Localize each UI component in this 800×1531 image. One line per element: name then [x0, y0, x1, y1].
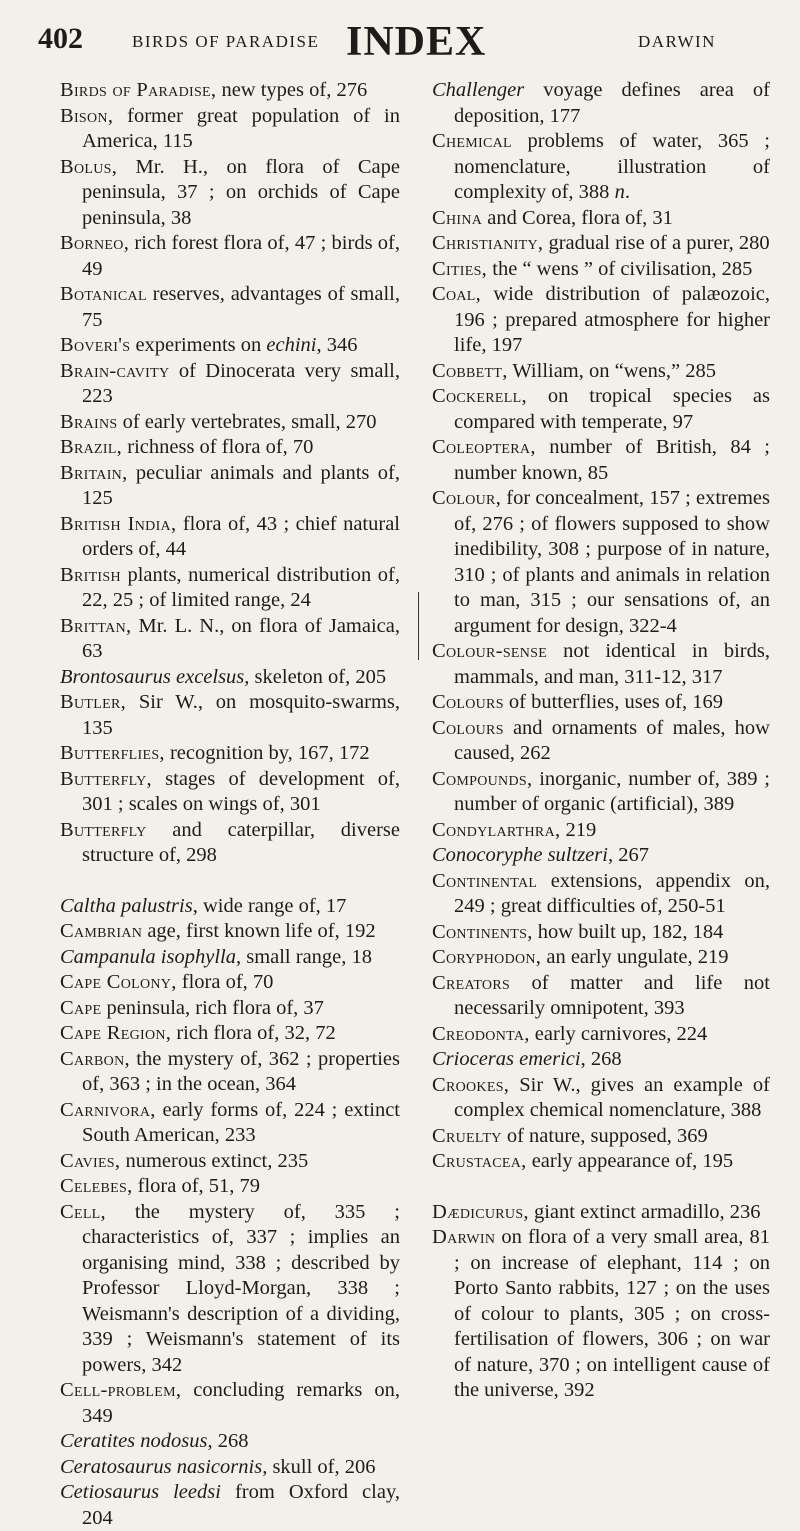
entry-text: peninsula, rich flora of, 37 — [101, 996, 324, 1019]
page-title: INDEX — [346, 19, 487, 65]
entry-text: from Oxford clay, 204 — [82, 1481, 400, 1529]
index-entry — [432, 78, 770, 129]
entry-text: , wide range of, 17 — [192, 894, 347, 917]
entry-heading: Birds of Paradise, — [60, 79, 217, 101]
entry-text: William, on “wens,” 285 — [507, 359, 716, 382]
entry-text: early carnivores, 224 — [529, 1022, 708, 1045]
entry-text: numerous extinct, 235 — [120, 1149, 309, 1172]
entry-heading: Crustacea, — [432, 1150, 527, 1172]
entry-text: the “ wens ” of civilisation, 285 — [487, 257, 753, 280]
index-entry — [60, 512, 400, 563]
index-entry — [60, 945, 400, 971]
entry-text: the mystery of, 335 ; characteristics of, 337 ; implies an organising mind, 338 ; described by Professor Lloyd-Morgan, 338 ; Weismann's description of a dividing, 339 ; Weismann's statement of its powers, 342 — [82, 1200, 400, 1376]
index-entry — [60, 690, 400, 741]
entry-text: former great population of in America, 115 — [82, 104, 400, 152]
entry-heading: Butterfly — [60, 818, 147, 841]
index-entry — [60, 919, 400, 945]
index-column-right — [432, 78, 770, 1404]
entry-text: early forms of, 224 ; extinct South American, 233 — [82, 1098, 400, 1146]
entry-text: wide distribution of palæozoic, 196 ; prepared atmosphere for higher life, 197 — [454, 283, 770, 356]
entry-heading: Brittan, — [60, 614, 132, 637]
entry-italic-heading: Ceratites nodosus — [60, 1430, 208, 1452]
entry-heading: Colour, — [432, 487, 502, 509]
entry-text: on flora of a very small area, 81 ; on increase of elephant, 114 ; on Porto Santo rabbits, 127 ; on the uses of colour to plants, 305 ; on cross-fertilisation of flowers, 306 ; on war of nature, 370 ; on intelligent cause of the universe, 392 — [454, 1226, 770, 1401]
entry-heading: Carbon, — [60, 1047, 130, 1070]
index-entry — [60, 1378, 400, 1429]
entry-text: new types of, 276 — [216, 79, 368, 101]
entry-heading: Carnivora, — [60, 1098, 156, 1121]
entry-text: and caterpillar, diverse structure of, 298 — [82, 818, 400, 866]
entry-text: peculiar animals and plants of, 125 — [82, 461, 400, 509]
entry-text: not identical in birds, mammals, and man, 311-12, 317 — [454, 640, 770, 688]
entry-text: recognition by, 167, 172 — [164, 742, 370, 764]
entry-heading: Colours — [432, 691, 504, 713]
entry-text: how built up, 182, 184 — [532, 920, 724, 943]
entry-heading: Cape — [60, 996, 102, 1019]
entry-heading: Cape Colony, — [60, 971, 177, 993]
index-entry — [60, 818, 400, 869]
entry-text: of butterflies, uses of, 169 — [503, 691, 723, 713]
entry-text: early appearance of, 195 — [526, 1150, 734, 1172]
index-entry — [432, 1022, 770, 1048]
index-entry — [60, 78, 400, 104]
entry-text: , small range, 18 — [235, 945, 373, 968]
entry-heading: Butterflies, — [60, 742, 165, 764]
index-entry — [60, 359, 400, 410]
index-entry — [60, 1455, 400, 1481]
entry-italic: n — [614, 181, 625, 203]
entry-text: , 267 — [607, 844, 649, 866]
index-entry — [432, 435, 770, 486]
running-head-left: BIRDS OF PARADISE — [132, 32, 320, 51]
entry-heading: Britain, — [60, 461, 128, 484]
entry-heading: Condylarthra, — [432, 818, 561, 841]
entry-text: an early ungulate, 219 — [541, 946, 729, 968]
entry-heading: Butler, — [60, 691, 127, 713]
index-entry — [60, 1480, 400, 1531]
entry-text: problems of water, 365 ; nomenclature, illustration of complexity of, 388 — [454, 130, 770, 203]
index-entry — [432, 384, 770, 435]
entry-heading: Botanical — [60, 283, 147, 305]
index-entry — [432, 1073, 770, 1124]
index-entry — [432, 1225, 770, 1404]
entry-italic-heading: Caltha palustris — [60, 894, 193, 917]
entry-heading: British India, — [60, 512, 177, 535]
entry-text: voyage defines area of deposition, 177 — [454, 79, 770, 127]
entry-text: on tropical species as compared with temperate, 97 — [454, 385, 770, 433]
entry-text: Sir W., gives an example of complex chemical nomenclature, 388 — [454, 1073, 770, 1121]
entry-heading: China — [432, 206, 483, 229]
entry-text: , skeleton of, 205 — [244, 665, 387, 688]
index-entry — [60, 1200, 400, 1379]
entry-text: and ornaments of males, how caused, 262 — [454, 716, 770, 764]
letter-section-gap — [60, 869, 400, 894]
entry-italic-heading: Crioceras emerici — [432, 1048, 581, 1070]
index-entry — [432, 129, 770, 206]
index-entry — [60, 741, 400, 767]
entry-heading: Cruelty — [432, 1124, 502, 1147]
entry-italic-heading: Challenger — [432, 79, 525, 101]
index-entry — [432, 818, 770, 844]
index-entry — [432, 639, 770, 690]
index-entry — [60, 461, 400, 512]
index-entry — [432, 206, 770, 232]
entry-text: for concealment, 157 ; extremes of, 276 ; of flowers supposed to show inedibility, 308 ; purpose of in nature, 310 ; of plants and animals in relation to man, 315 ; our sensations of, an argument for design, 322-4 — [454, 487, 770, 637]
entry-heading: Cambrian — [60, 920, 143, 942]
entry-italic-heading: Cetiosaurus leedsi — [60, 1481, 221, 1503]
entry-heading: Creators — [432, 971, 511, 994]
index-entry — [432, 716, 770, 767]
index-entry — [60, 1021, 400, 1047]
entry-italic-heading: Campanula isophylla — [60, 945, 236, 968]
entry-text: extensions, appendix on, 249 ; great difficulties of, 250-51 — [454, 869, 770, 917]
entry-text: of early vertebrates, small, 270 — [117, 410, 377, 433]
index-entry — [60, 155, 400, 232]
index-entry — [432, 359, 770, 385]
index-entry — [60, 563, 400, 614]
index-entry — [432, 231, 770, 257]
entry-text: flora of, 51, 79 — [132, 1175, 261, 1197]
index-entry — [60, 1047, 400, 1098]
entry-text: richness of flora of, 70 — [122, 436, 314, 458]
index-entry — [432, 1124, 770, 1150]
running-head-right: DARWIN — [638, 32, 716, 51]
index-entry — [60, 1098, 400, 1149]
entry-heading: Boveri's — [60, 334, 131, 356]
entry-heading: Cockerell, — [432, 385, 527, 407]
index-entry — [60, 614, 400, 665]
entry-heading: Brain-cavity — [60, 359, 170, 382]
index-entry — [60, 282, 400, 333]
entry-heading: Cobbett, — [432, 359, 508, 382]
entry-heading: Cities, — [432, 257, 488, 280]
entry-text: of nature, supposed, 369 — [501, 1124, 708, 1147]
entry-text: age, first known life of, 192 — [142, 920, 376, 942]
entry-text: flora of, 70 — [176, 971, 274, 993]
index-entry — [432, 1200, 770, 1226]
index-entry — [432, 690, 770, 716]
entry-heading: Colours — [432, 716, 504, 739]
index-entry — [60, 410, 400, 436]
entry-heading: Coleoptera, — [432, 436, 536, 458]
entry-heading: Cell-problem, — [60, 1379, 182, 1401]
entry-tail: . — [624, 181, 630, 203]
entry-text: , 268 — [580, 1048, 622, 1070]
entry-text: the mystery of, 362 ; properties of, 363 ; in the ocean, 364 — [82, 1047, 400, 1095]
entry-heading: Bolus, — [60, 155, 118, 178]
index-entry — [60, 767, 400, 818]
letter-section-gap — [432, 1175, 770, 1200]
index-entry — [432, 282, 770, 359]
entry-text: of matter and life not necessarily omnipotent, 393 — [454, 971, 770, 1019]
entry-heading: Coryphodon, — [432, 946, 542, 968]
index-entry — [60, 435, 400, 461]
index-entry — [432, 920, 770, 946]
entry-text: giant extinct armadillo, 236 — [528, 1200, 761, 1223]
entry-heading: Creodonta, — [432, 1022, 530, 1045]
index-column-left — [60, 78, 400, 1531]
entry-text: flora of, 43 ; chief natural orders of, 44 — [82, 512, 400, 560]
index-entry — [60, 104, 400, 155]
entry-heading: Celebes, — [60, 1175, 133, 1197]
index-entry — [60, 894, 400, 920]
index-entry — [432, 843, 770, 869]
entry-heading: Chemical — [432, 130, 512, 152]
index-entry — [432, 945, 770, 971]
index-entry — [60, 333, 400, 359]
index-entry — [432, 1149, 770, 1175]
index-entry — [432, 971, 770, 1022]
index-entry — [60, 231, 400, 282]
index-entry — [432, 869, 770, 920]
entry-heading: Christianity, — [432, 232, 544, 254]
index-entry — [60, 996, 400, 1022]
entry-text: , skull of, 206 — [262, 1455, 376, 1478]
entry-text: inorganic, number of, 389 ; number of organic (artificial), 389 — [454, 767, 770, 815]
index-entry — [60, 1149, 400, 1175]
index-entry — [60, 970, 400, 996]
entry-text: Sir W., on mosquito-swarms, 135 — [82, 691, 400, 739]
entry-heading: Continents, — [432, 920, 533, 943]
entry-text: Mr. H., on flora of Cape peninsula, 37 ; on orchids of Cape peninsula, 38 — [82, 155, 400, 229]
entry-heading: Cape Region, — [60, 1022, 172, 1044]
entry-italic-heading: Conocoryphe sultzeri — [432, 844, 608, 866]
entry-heading: Brains — [60, 410, 118, 433]
entry-heading: Colour-sense — [432, 640, 548, 662]
entry-text: and Corea, flora of, 31 — [482, 206, 673, 229]
entry-heading: Borneo, — [60, 232, 130, 254]
entry-text: number of British, 84 ; number known, 85 — [454, 436, 770, 484]
entry-text: plants, numerical distribution of, 22, 25 ; of limited range, 24 — [82, 563, 400, 611]
entry-heading: Coal, — [432, 283, 482, 305]
entry-italic: echini — [266, 334, 317, 356]
entry-heading: Butterfly, — [60, 767, 152, 790]
entry-text: reserves, advantages of small, 75 — [82, 283, 400, 331]
entry-text: concluding remarks on, 349 — [82, 1379, 400, 1427]
index-entry — [432, 1047, 770, 1073]
entry-heading: Continental — [432, 869, 538, 892]
entry-heading: Cavies, — [60, 1149, 121, 1172]
column-divider — [418, 592, 419, 660]
entry-text: 219 — [560, 818, 597, 841]
index-entry — [432, 257, 770, 283]
entry-text: rich forest flora of, 47 ; birds of, 49 — [82, 232, 400, 280]
page-header — [38, 18, 758, 68]
entry-text: gradual rise of a purer, 280 — [543, 232, 770, 254]
index-entry — [60, 1429, 400, 1455]
entry-text: rich flora of, 32, 72 — [171, 1022, 336, 1044]
entry-text: Mr. L. N., on flora of Jamaica, 63 — [82, 614, 400, 662]
entry-italic-heading: Brontosaurus excelsus — [60, 665, 245, 688]
entry-text: experiments on — [130, 334, 267, 356]
entry-tail: , 346 — [316, 334, 358, 356]
entry-text: of Dinocerata very small, 223 — [82, 359, 400, 407]
entry-text: , 268 — [207, 1430, 249, 1452]
index-entry — [432, 767, 770, 818]
index-entry — [432, 486, 770, 639]
entry-text: stages of development of, 301 ; scales on wings of, 301 — [82, 767, 400, 815]
entry-heading: Darwin — [432, 1226, 496, 1248]
index-entry — [60, 1174, 400, 1200]
entry-heading: British — [60, 563, 121, 586]
entry-heading: Bison, — [60, 104, 114, 127]
entry-heading: Brazil, — [60, 436, 123, 458]
entry-heading: Compounds, — [432, 767, 533, 790]
entry-italic-heading: Ceratosaurus nasicornis — [60, 1455, 263, 1478]
entry-heading: Cell, — [60, 1200, 106, 1223]
entry-heading: Dædicurus, — [432, 1200, 529, 1223]
page-number: 402 — [38, 22, 83, 55]
entry-heading: Crookes, — [432, 1073, 510, 1096]
index-entry — [60, 665, 400, 691]
